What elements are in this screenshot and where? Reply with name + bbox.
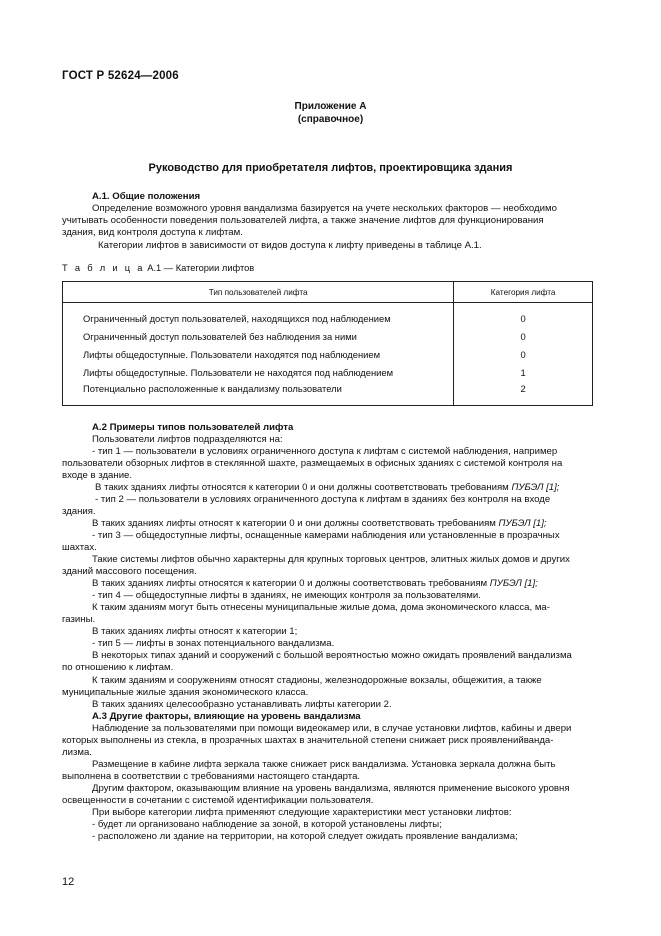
paragraph-line: В некоторых типах зданий и сооружений с большой вероятностью можно ожидать проявлений вандализма	[92, 650, 572, 661]
paragraph-line: лизма.	[62, 747, 92, 758]
cell-category: 2	[454, 381, 593, 406]
paragraph-line: по отношению к лифтам.	[62, 662, 174, 673]
text-span: В таких зданиях лифты относятся к категории 0 и должны соответствовать требованиям	[92, 578, 490, 589]
paragraph-line: Определение возможного уровня вандализма базируется на учете нескольких факторов — необходимо	[92, 203, 557, 214]
cell-user-type: Лифты общедоступные. Пользователи не находятся под наблюдением	[63, 363, 454, 381]
page-number: 12	[62, 876, 75, 888]
paragraph-line: В таких зданиях лифты относят к категории 1;	[92, 626, 298, 637]
paragraph-line: которых выполнены из стекла, в прозрачных шахтах в значительной степени снижает риск проявленийванда-	[62, 735, 554, 746]
table-caption-prefix: Т а б л и ц а	[62, 263, 145, 273]
section-a3-heading: А.3 Другие факторы, влияющие на уровень вандализма	[92, 711, 361, 722]
column-header-user-type: Тип пользователей лифта	[63, 282, 454, 303]
paragraph-line: - тип 5 — лифты в зонах потенциального вандализма.	[92, 638, 335, 649]
section-a1-heading: А.1. Общие положения	[92, 191, 201, 202]
annex-heading: Руководство для приобретателя лифтов, проектировщика здания	[148, 162, 513, 174]
cell-category: 0	[454, 345, 593, 363]
text-span: В таких зданиях лифты относят к категории 0 и они должны соответствовать требованиям	[92, 518, 499, 529]
categories-table	[62, 281, 593, 406]
table-row	[63, 309, 593, 327]
paragraph-line: При выборе категории лифта применяют следующие характеристики мест установки лифтов:	[92, 807, 512, 818]
cell-category: 1	[454, 363, 593, 381]
paragraph-line: здания.	[62, 506, 96, 517]
annex-title: Приложение А	[294, 101, 367, 112]
paragraph-line: Пользователи лифтов подразделяются на:	[92, 434, 283, 445]
paragraph-line: шахтах.	[62, 542, 97, 553]
paragraph-line: освещенности в сочетании с системой идентификации пользователя.	[62, 795, 374, 806]
paragraph-line: пользователи обзорных лифтов в стеклянной шахте, размещаемых в офисных зданиях с системой контроля на	[62, 458, 563, 469]
paragraph-line: Категории лифтов в зависимости от видов доступа к лифту приведены в таблице А.1.	[98, 240, 482, 251]
paragraph-line: Наблюдение за пользователями при помощи видеокамер или, в случае установки лифтов, кабины и двери	[92, 723, 572, 734]
cell-user-type: Ограниченный доступ пользователей без наблюдения за ними	[63, 327, 454, 345]
table-row	[63, 345, 593, 363]
paragraph-line: - тип 4 — общедоступные лифты в зданиях, не имеющих контроля за пользователями.	[92, 590, 481, 601]
standard-header: ГОСТ Р 52624—2006	[62, 70, 179, 82]
paragraph-line: - расположено ли здание на территории, на которой следует ожидать проявление вандализма;	[92, 831, 518, 842]
paragraph-line	[92, 518, 547, 531]
paragraph-line: здания, вид контроля доступа к лифтам.	[62, 227, 243, 238]
column-header-category: Категория лифта	[454, 282, 593, 303]
paragraph-line	[92, 578, 538, 591]
paragraph-line: входе в здание.	[62, 470, 133, 481]
table-header-row	[63, 282, 593, 303]
paragraph-line: - будет ли организовано наблюдение за зоной, в которой установлены лифты;	[92, 819, 442, 830]
paragraph-line: К таким зданиям могут быть отнесены муниципальные жилые дома, дома экономического класса, ма-	[92, 602, 550, 613]
table-caption-text: А.1 — Категории лифтов	[144, 263, 255, 273]
cell-user-type: Ограниченный доступ пользователей, находящихся под наблюдением	[63, 309, 454, 327]
paragraph-line: муниципальные жилые здания экономического класса.	[62, 687, 309, 698]
table-row	[63, 363, 593, 381]
paragraph-line: зданий массового посещения.	[62, 566, 197, 577]
paragraph-line: газины.	[62, 614, 96, 625]
table-row	[63, 381, 593, 406]
reference-pubel: ПУБЭЛ [1];	[511, 482, 560, 493]
paragraph-line: выполнена в соответствии с требованиями настоящего стандарта.	[62, 771, 361, 782]
cell-user-type: Потенциально расположенные к вандализму пользователи	[63, 381, 454, 406]
paragraph-line: Другим фактором, оказывающим влияние на уровень вандализма, являются применение высокого уровня	[92, 783, 570, 794]
paragraph-line: К таким зданиям и сооружениям относят стадионы, железнодорожные вокзалы, общежития, а также	[92, 675, 542, 686]
paragraph-line: - тип 3 — общедоступные лифты, оснащенные камерами наблюдения или установленные в прозрачных	[92, 530, 560, 541]
paragraph-line	[95, 482, 559, 495]
text-span: В таких зданиях лифты относятся к категории 0 и они должны соответствовать требованиям	[95, 482, 512, 493]
reference-pubel: ПУБЭЛ [1];	[498, 518, 547, 529]
paragraph-line: В таких зданиях целесообразно устанавливать лифты категории 2.	[92, 699, 392, 710]
table-row	[63, 327, 593, 345]
paragraph-line: Размещение в кабине лифта зеркала также снижает риск вандализма. Установка зеркала должна быть	[92, 759, 556, 770]
section-a2-heading: А.2 Примеры типов пользователей лифта	[92, 422, 294, 433]
paragraph-line: - тип 2 — пользователи в условиях ограниченного доступа к лифтам в зданиях без контроля на входе	[95, 494, 551, 505]
paragraph-line: Такие системы лифтов обычно характерны для крупных торговых центров, элитных жилых домов и других	[92, 554, 570, 565]
annex-label	[0, 100, 661, 126]
cell-category: 0	[454, 327, 593, 345]
annex-type: (справочное)	[297, 114, 364, 125]
paragraph-line: учитывать особенности поведения пользователей лифта, а также значение лифтов для функционирования	[62, 215, 544, 226]
cell-category: 0	[454, 309, 593, 327]
table-caption	[62, 263, 254, 273]
reference-pubel: ПУБЭЛ [1];	[489, 578, 538, 589]
paragraph-line: - тип 1 — пользователи в условиях ограниченного доступа к лифтам с системой наблюдения, например	[92, 446, 558, 457]
cell-user-type: Лифты общедоступные. Пользователи находятся под наблюдением	[63, 345, 454, 363]
